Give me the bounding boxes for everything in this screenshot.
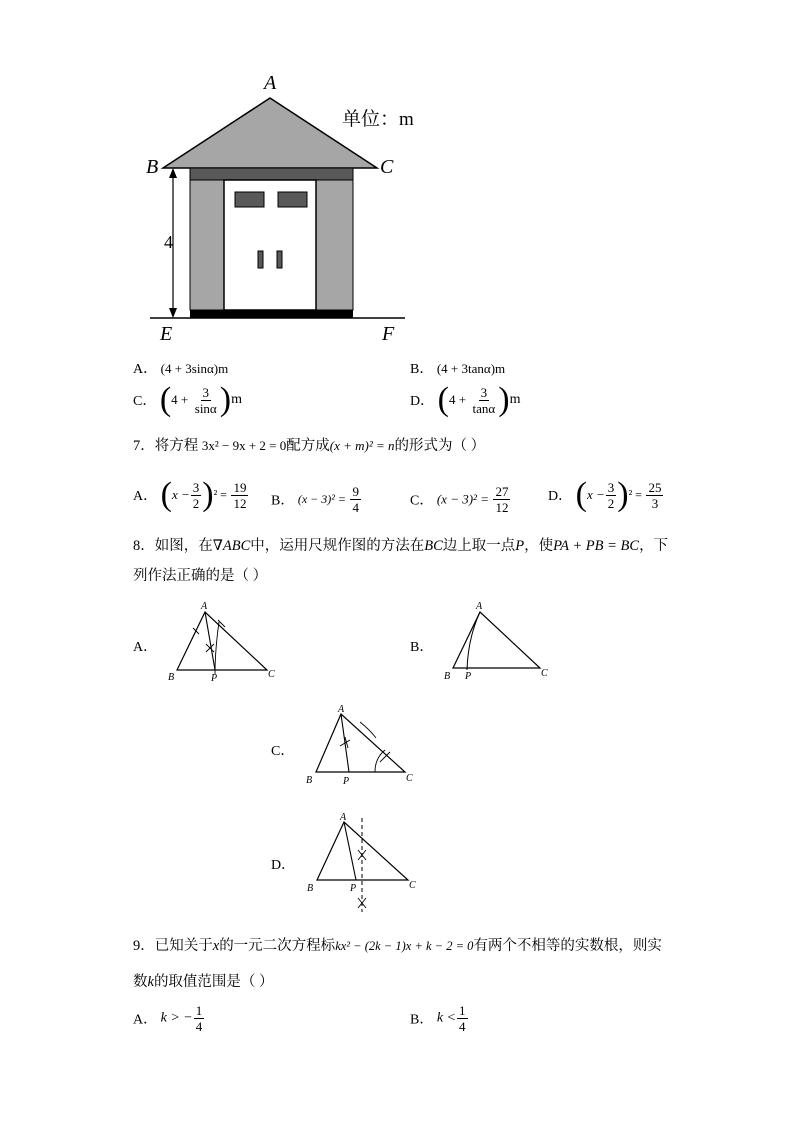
q9-option-a[interactable]: A． k > − $\frac{1}{4}$: [133, 1003, 203, 1034]
q9-stem-line2: 数k的取值范围是（ ）: [133, 974, 274, 990]
label-A: A: [264, 72, 277, 94]
fraction: $\frac{3}{\sin\alpha}$: [194, 384, 217, 416]
label-E: E: [160, 323, 173, 345]
q8-figure-d: [300, 808, 425, 918]
door-handle-right: [277, 251, 282, 268]
q6-option-a[interactable]: [133, 358, 228, 378]
svg-text:B: B: [307, 883, 314, 894]
svg-text:P: P: [465, 671, 472, 682]
q8-figure-a: [163, 600, 283, 685]
svg-text:C: C: [268, 669, 275, 680]
q8-option-d-label[interactable]: D．: [271, 858, 296, 873]
svg-text:C: C: [406, 773, 413, 784]
label-F: F: [382, 323, 395, 345]
svg-text:C: C: [409, 880, 416, 891]
q7-stem: 7．将方程 3x² − 9x + 2 = 0配方成(x + m)² = n的形式为（ ）: [133, 438, 486, 454]
label-B: B: [146, 156, 159, 178]
q7-option-d[interactable]: D． (x − $\frac{3}{2}$ )² = $\frac{25}{3}$: [548, 476, 662, 513]
svg-text:B: B: [444, 671, 451, 682]
svg-text:A: A: [338, 704, 345, 715]
q6-option-b[interactable]: [410, 358, 505, 378]
svg-text:B: B: [306, 775, 313, 786]
q6-option-c[interactable]: C． (4 + $\frac{3}{\sin\alpha}$ )m: [133, 381, 242, 418]
option-label: A．: [133, 362, 158, 377]
svg-text:C: C: [541, 668, 548, 679]
q8-option-c-label[interactable]: C．: [271, 744, 295, 759]
fraction: $\frac{3}{\tan\alpha}$: [472, 384, 496, 416]
q9-stem-line1: 9．已知关于x的一元二次方程标kx² − (2k − 1)x + k − 2 = 0有两个不相等的实数根，则实: [133, 938, 662, 954]
q7-option-b[interactable]: B． (x − 3)² = $\frac{9}{4}$: [271, 484, 359, 515]
q8-stem-line2: 列作法正确的是（ ）: [133, 568, 268, 584]
label-C: C: [380, 156, 394, 178]
unit: m: [509, 392, 521, 407]
svg-text:A: A: [476, 601, 483, 612]
q8-option-b-label[interactable]: B．: [410, 640, 434, 655]
door-handle-left: [258, 251, 263, 268]
unit: m: [231, 392, 242, 407]
q6-option-d[interactable]: D． (4 + $\frac{3}{\tan\alpha}$ )m: [410, 381, 521, 418]
svg-text:A: A: [201, 601, 208, 612]
option-label: C．: [133, 394, 157, 409]
q8-figure-b: [440, 598, 560, 683]
q8-figure-c: [300, 700, 420, 790]
lintel: [190, 168, 353, 180]
option-expr: (4 + 3tanα)m: [436, 361, 506, 376]
svg-text:B: B: [168, 672, 175, 683]
left-wall: [190, 180, 224, 310]
q9-option-b[interactable]: B． k < $\frac{1}{4}$: [410, 1003, 466, 1034]
base: [190, 310, 353, 318]
door-window-left: [235, 192, 264, 207]
house-figure: [130, 65, 430, 350]
q8-stem-line1: 8．如图，在∇ABC中，运用尺规作图的方法在BC边上取一点P，使PA + PB = BC，下: [133, 538, 669, 554]
option-expr: 4 +: [448, 392, 467, 407]
svg-text:P: P: [211, 673, 218, 684]
svg-text:A: A: [340, 812, 347, 823]
q7-option-a[interactable]: A． (x − $\frac{3}{2}$ )² = $\frac{19}{12}$: [133, 476, 247, 513]
option-expr: (4 + 3sinα)m: [160, 361, 229, 376]
q7-option-c[interactable]: C． (x − 3)² = $\frac{27}{12}$: [410, 484, 509, 515]
svg-text:P: P: [350, 883, 357, 894]
q8-option-a-label[interactable]: A．: [133, 640, 158, 655]
unit-label: 单位：m: [342, 109, 414, 130]
option-expr: 4 +: [171, 392, 189, 407]
option-label: B．: [410, 362, 434, 377]
height-label: 4: [164, 232, 173, 252]
svg-text:P: P: [343, 776, 350, 787]
door-window-right: [278, 192, 307, 207]
option-label: D．: [410, 394, 435, 409]
right-wall: [316, 180, 353, 310]
